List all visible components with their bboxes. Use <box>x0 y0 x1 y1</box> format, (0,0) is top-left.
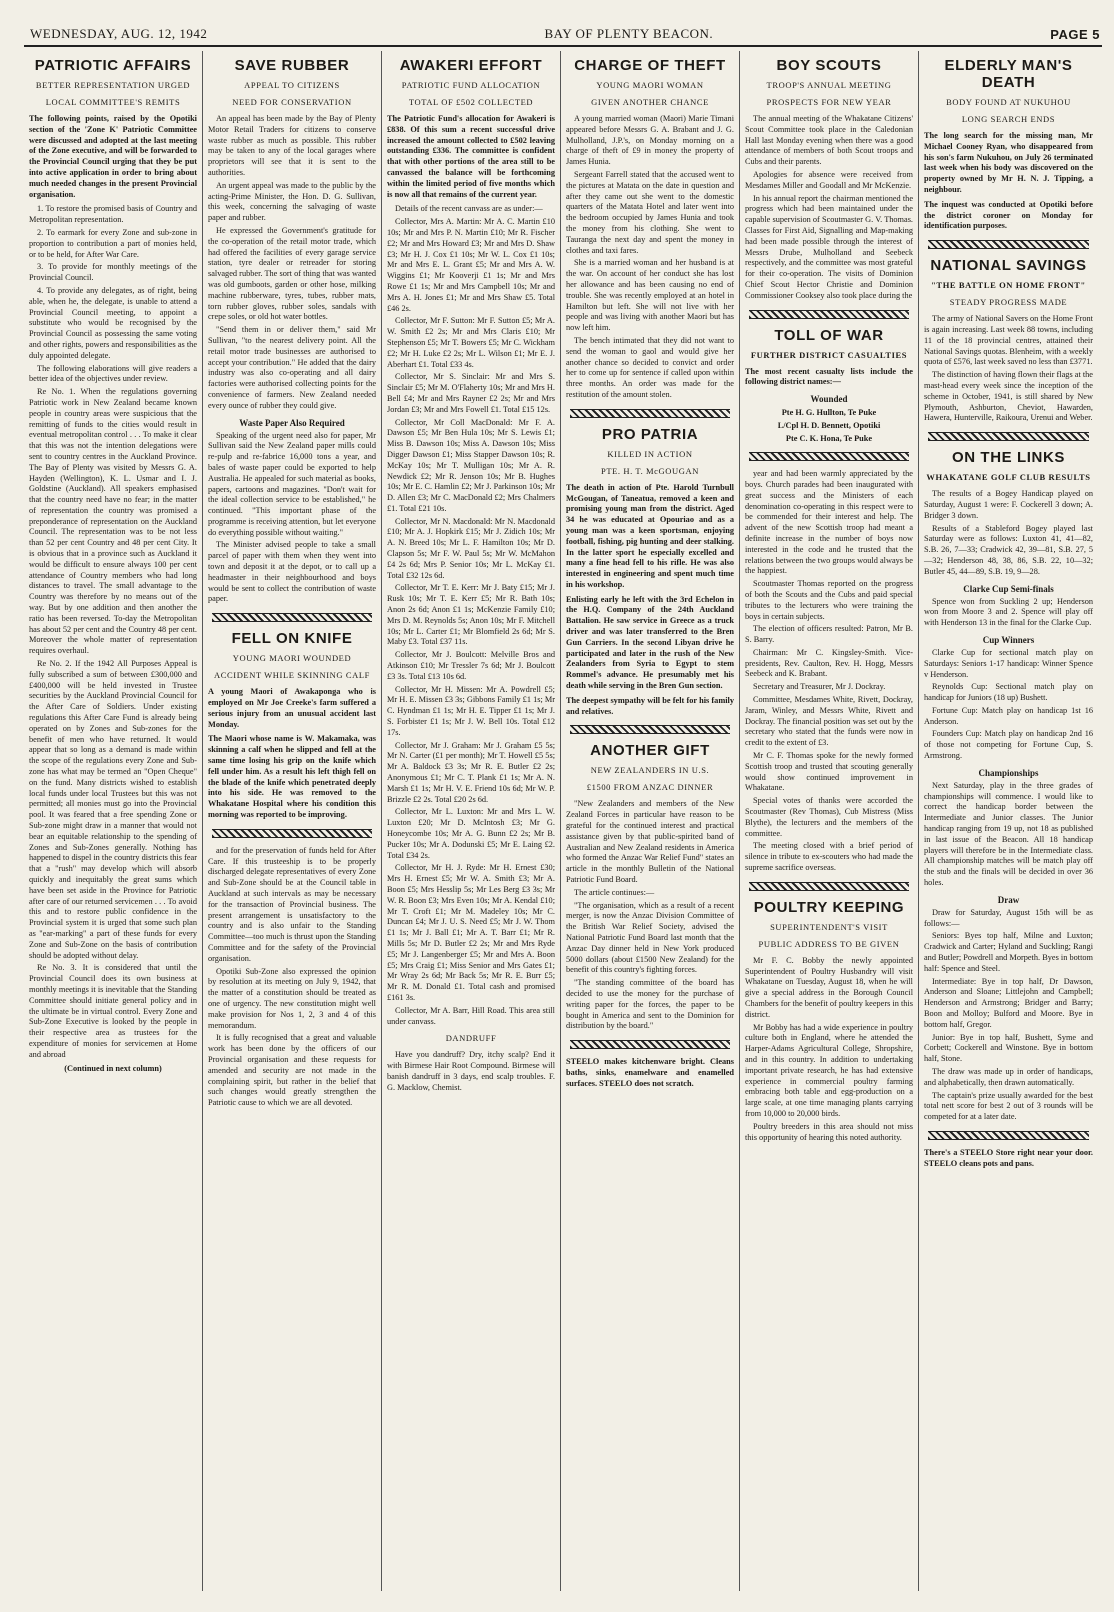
paragraph: Collector, Mr N. Macdonald: Mr N. Macdonald £10; Mr A. J. Hopkirk £15; Mr J. Zidich 10s; Mr A. N. Breed 10s; Mr L. F. Hamilton 10s; Mr D. Clapson 5s; Mr F. W. Paul 5s; Mr W. McMahon £4 2s 6d; Mrs P. Senior 10s; Mr L. McKay £1. Total £32 12s 6d. <box>387 516 555 580</box>
subhead: TOTAL OF £502 COLLECTED <box>408 97 534 107</box>
list-item: Pte C. K. Hona, Te Puke <box>785 434 873 444</box>
subhead: LOCAL COMMITTEE'S REMITS <box>45 97 181 107</box>
paragraph: Collector, Mr T. E. Kerr: Mr J. Baty £15; Mr J. Rusk 10s; Mr T. E. Kerr £5; Mr R. Bath 10s; Anon 2s 6d; Anon £1 1s; McKenzie Family £10; Mrs D. M. Reynolds 5s; Anon 10s; Mr F. Mitchell 10s; Mr L. Carter £1; Mr Blomfield 2s 6d; Mr S. Maby £3. Total £37 11s. <box>387 583 555 647</box>
paragraph: Committee, Mesdames White, Rivett, Dockray, Jaram, Winley, and Messrs White, Rivett and Dockray. The financial position was set out by the secretary who stated that the funds were now in credit to the extent of £3. <box>745 695 913 748</box>
paragraph: Collector, Mr H. Missen: Mr A. Powdrell £5; Mr H. E. Missen £3 3s; Gibbons Family £1 1s; Mr C. Hyndman £1 1s; Mr H. E. Tipper £1 1s; Mr J. S. Forbister £1 1s; Mr J. W. Bell 10s. Total £12 17s. <box>387 684 555 737</box>
paragraph: Special votes of thanks were accorded the Scoutmaster (Rev Thomas), Cub Mistress (Miss Blythe), the lecturers and the members of the committee. <box>745 796 913 838</box>
headline: ON THE LINKS <box>951 449 1066 467</box>
newspaper-page <box>24 22 1102 1600</box>
lead-paragraph: The death in action of Pte. Harold Turnbull McGougan, of Taneatua, removed a keen and promising young man from the district. Aged 34 he was educated at Opouriao and as a young man was a keen sportsman, enjoying football, fishing, pig hunting and deer stalking. In the latter sport he especially excelled and many a fine head fell to his rifle. He was also interested in engineering and spent much time in his workshop. <box>566 482 734 589</box>
subhead: STEADY PROGRESS MADE <box>949 297 1068 308</box>
headline: SAVE RUBBER <box>234 57 350 74</box>
subhead: "THE BATTLE ON HOME FRONT" <box>931 280 1086 291</box>
paragraph: Results of a Stableford Bogey played last Saturday were as follows: Luxton 41, 41—82, S.B. 26, 7—33; Cradwick 42, 39—81, S.B. 27, 5—32; Henderson 48, 38, 86, S.B. 22, 10—32; Butler 45, 44—89, S.B. 19, 9—28. <box>924 523 1093 576</box>
divider <box>749 310 909 319</box>
headline: ELDERLY MAN'S DEATH <box>944 57 1073 91</box>
paragraph: Seniors: Byes top half, Milne and Luxton; Cradwick and Carter; Hyland and Suckling; Rangi and Butler; Powdrell and Morpeth. Byes in bottom half: Spence and Steel. <box>924 931 1093 973</box>
paragraph: Chairman: Mr C. Kingsley-Smith. Vice-presidents, Rev. Caulton, Rev. H. Hogg, Messrs Seebeck and K. Brabant. <box>745 647 913 679</box>
lead-paragraph: The following points, raised by the Opotiki section of the 'Zone K' Patriotic Committee were discussed and adopted at the last meeting of the Zone executive, and will be forwarded to the Provincial Council urging that they be put into active application in order to bring about much needed changes in the present Provincial organisation. <box>29 114 197 199</box>
subhead: TROOP'S ANNUAL MEETING <box>766 80 892 90</box>
divider <box>212 613 372 622</box>
page-number: PAGE 5 <box>1050 27 1100 42</box>
divider <box>212 829 372 838</box>
body <box>208 114 376 412</box>
lead-paragraph: The Maori whose name is W. Makamaka, was skinning a calf when he slipped and fell at the same time losing his grip on the knife which fell under him. As a result his left thigh fell on the blade of the knife which penetrated deeply into his side. He was removed to the Whakatane Hospital where his condition this morning was reported to be improving. <box>208 734 376 820</box>
lead-paragraph: A young Maori of Awakaponga who is employed on Mr Joe Creeke's farm suffered a serious injury from an unusual accident last Monday. <box>208 687 376 729</box>
paragraph: Details of the recent canvass are as under:— <box>395 204 543 214</box>
paragraph: Re No. 2. If the 1942 All Purposes Appeal is fully subscribed a sum of between £300,000 and £400,000 will be held invested in Trustee securities by the Auckland Provincial Council for the After Care of Soldiers. Under existing regulations this After Care Fund is already being operated on by Zones and Sub-zones for the benefit of men who have returned. It would appear that so long as a demand is made within the scope of the regulations every Zone and Sub-zone has what may be termed an "Open Cheque" on the fund. Many districts wished to establish local funds under local Trustees but this was not permitted; all monies must go into the Provincial pool. It was feared that a free spending Zone or Sub-zone might draw in a manner that would not bear an equitable relationship to the spending of Zones and Sub-Zones generally. Nothing has happened to dispel in the country districts this fear that a "rush" may develop which will absorb quickly and inequitably the great sums which have been set aside in the Province for Patriotic after care of our returned servicemen . . . To avoid this and to restore public confidence in the Provincial system it is urged that some such plan as "ear-marking" a part of these funds for every Zone and Sub-Zone on the basis of contribution should be adopted without delay. <box>29 659 197 960</box>
section-heading: Draw <box>997 894 1020 905</box>
paragraph: The distinction of having flown their flags at the mast-head every week since the inception of the scheme in October, 1941, is still shared by New Plymouth, Ashburton, Cheviot, Hawarden, Hawera, Hunterville, Raikoura, Urenui and Weber. <box>924 370 1093 423</box>
headline: AWAKERI EFFORT <box>399 57 543 74</box>
lead-paragraph: The long search for the missing man, Mr Michael Cooney Ryan, who disappeared from his son's farm Nukuhou, on July 26 terminated last week when his body was discovered on the property owned by Mr H. N. J. Tipping, a neighbour. <box>924 131 1093 194</box>
paragraph: It is fully recognised that a great and valuable work has been done by the officers of our Provincial organisation and these requests for amended and security are not made in the complaining spirit, but rather in the belief that such changes would greatly strengthen the Patriotic cause to which we are all devoted. <box>208 1033 376 1108</box>
divider <box>749 882 909 891</box>
paragraph: 3. To provide for monthly meetings of the Provincial Council. <box>29 262 197 283</box>
paper-name: BAY OF PLENTY BEACON. <box>544 26 714 41</box>
subhead: BETTER REPRESENTATION URGED <box>35 80 191 90</box>
paragraph: Intermediate: Bye in top half, Dr Dawson, Anderson and Sloane; Littlejohn and Campbell; Henderson and Armstrong; Bridger and Barry; Boon and Molloy; Bulford and Moore. Bye in bottom half, Gregor. <box>924 976 1093 1029</box>
headline: POULTRY KEEPING <box>753 898 905 916</box>
paragraph: An appeal has been made by the Bay of Plenty Motor Retail Traders for citizens to conserve waste rubber as much as possible. This rubber may be taken to any of the local garages where proprietors will see that it is sent to the authorities. <box>208 114 376 177</box>
paragraph: 1. To restore the promised basis of Country and Metropolitan representation. <box>29 204 197 225</box>
divider <box>928 432 1089 441</box>
divider <box>570 1040 730 1049</box>
lead-paragraph: The deepest sympathy will be felt for his family and relatives. <box>566 695 734 716</box>
columns <box>24 51 1102 1591</box>
headline: FELL ON KNIFE <box>231 630 353 648</box>
column-patriotic-affairs <box>24 51 203 1591</box>
paragraph: and for the preservation of funds held for After Care. If this trusteeship is to be properly discharged delegate representatives of every Zone and Sub-Zone should be at the Council table in Auckland at such intervals as may be necessary for the transaction of Provincial business. The present arrangement is unsatisfactory to the country and is also unfair to the Standing Committee—too much is thrust upon the Standing Committee and for the safety of the Provincial organisation. <box>208 845 376 963</box>
body <box>924 597 1093 629</box>
divider <box>928 240 1089 249</box>
headline: PRO PATRIA <box>601 425 699 443</box>
list-item: L/Cpl H. D. Bennett, Opotiki <box>777 421 881 431</box>
advertisement: There's a STEELO Store right near your door. STEELO cleans pots and pans. <box>924 1147 1093 1168</box>
headline: ANOTHER GIFT <box>590 742 710 760</box>
paragraph: The annual meeting of the Whakatane Citizens' Scout Committee took place in the Caledonian Hall last Monday evening when there was a good attendance of members of both Scout troops and Cubs and their parents. <box>745 114 913 167</box>
paragraph: A young married woman (Maori) Marie Timani appeared before Messrs G. A. Brabant and J. G. Mulholland, J.P.'s, on Monday morning on a charge of theft of £9 in money the property of James Hunia. <box>566 114 734 167</box>
lead-paragraph: The Patriotic Fund's allocation for Awakeri is £838. Of this sum a recent successful drive increased the amount collected to £502 leaving outstanding £336. The committee is confident that with other portions of the area still to be canvassed the balance will be forthcoming within the limited period of five months which is now all that remains of the current year. <box>387 114 555 199</box>
body <box>387 204 555 1027</box>
body <box>745 469 913 874</box>
paragraph: Secretary and Treasurer, Mr J. Dockray. <box>753 682 886 692</box>
paragraph: An urgent appeal was made to the public by the acting-Prime Minister, the Hon. D. G. Sullivan, this week, concerning the salvaging of waste paper and rubber. <box>208 180 376 223</box>
masthead <box>24 22 1102 47</box>
subhead: KILLED IN ACTION <box>607 448 693 459</box>
paragraph: Scoutmaster Thomas reported on the progress of both the Scouts and the Cubs and paid special tributes to the lecturers who were training the boys in certain subjects. <box>745 579 913 621</box>
paragraph: "The standing committee of the board has decided to use the money for the purchase of writing paper for the forces, the paper to be bought in America and sent to the Dominion for distribution by the board." <box>566 978 734 1031</box>
divider <box>928 1131 1089 1140</box>
paragraph: The draw was made up in order of handicaps, and alphabetically, then drawn automatically. <box>924 1067 1093 1087</box>
paragraph: Speaking of the urgent need also for paper, Mr Sullivan said the New Zealand paper mills could re-pulp and re-fabrice 16,000 tons a year, and bales of waste paper could be exported to help Australia. He appealed for such material as books, papers, cartoons and magazines. "Don't wait for the ideal collection service to be established," he continued. "This important phase of the programme is receiving attention, but let everyone do everything possible without waiting." <box>208 430 376 537</box>
body <box>924 648 1093 762</box>
ad-heading: DANDRUFF <box>445 1033 497 1044</box>
subhead: BODY FOUND AT NUKUHOU <box>946 97 1071 107</box>
subhead: NEED FOR CONSERVATION <box>232 97 352 107</box>
paragraph: The bench intimated that they did not want to send the woman to gaol and would give her another chance so decided to convict and order her to come up for sentence if called upon within three months. An order was made for the restitution of the amount stolen. <box>566 335 734 399</box>
divider <box>570 725 730 734</box>
paragraph: Reynolds Cup: Sectional match play on handicap for Juniors (18 up) Bushett. <box>924 682 1093 703</box>
paragraph: Re No. 1. When the regulations governing Patriotic work in New Zealand became known people in country areas were suspicious that the remitting of funds to the cities would result in eventual metropolitan control . . . To make it clear that this was not the intention delegations were sent to country centres in the Auckland Province. The Bay of Plenty was visited by Messrs G. A. Hayden (Wellington), K. L. Usmar and I. J. Goldstine (Auckland). All speakers emphasised that the country need have no fear; in the matter of representation the country was promised a preponderance of representation on the Auckland Council. The representation was to be not less than 52 per cent Country and 48 per cent City. It is obvious that in a province such as Auckland it would be difficult to ensure always 100 per cent attendance of Country members who had long distances to travel. The small advantage to the Country was therefore by no means out of the way. But by one addition and then another the ratio has been reversed. To-day the Metropolitan has about 52 per cent and the Country 48 per cent. Moreover the whole matter of representation requires overhaul. <box>29 387 197 656</box>
paragraph: year and had been warmly appreciated by the boys. Church parades had been inaugurated with great success and the Ministers of each denomination co-operating in this respect were to be commended for their interest and help. The advent of the new Scottish troop had meant a definite increase in the number of boys now interested in the code and he trusted that the relations between the two groups would always be the happiest. <box>745 469 913 576</box>
paragraph: Mr F. C. Bobby the newly appointed Superintendent of Poultry Husbandry will visit Whakatane on Tuesday, August 18, when he will give a special address in the Borough Council Chambers for the benefit of poultry keepers in this district. <box>745 955 913 1019</box>
body <box>745 956 913 1144</box>
paragraph: Collector, Mr Coll MacDonald: Mr F. A. Dawson £5; Mr Ben Hula 10s; Mr S. Lewis £1; Miss B. Dawson 10s; Miss A. Dawson 10s; Miss Digger Dawson £1; Miss Stapper Dawson 10s; R. McKay 10s; Mr T. Mulligan 10s; Mr A. R. Newdick £2; Mr R. Jenson 10s; Mr B. Hughes 10s; Mr E. C. Hamlin £2; Mr J. Parkinson 10s; Mr D. Allen £3; Mr C. MacDonald £2; Mrs Chalmers £1. Total £21 10s. <box>387 417 555 513</box>
body <box>208 846 376 1109</box>
advertisement: Have you dandruff? Dry, itchy scalp? End it with Birmese Hair Root Compound. Birmese will banish dandruff in 3 days, end scalp troubles. F. G. Macklow, Chemist. <box>387 1050 555 1092</box>
paragraph: The Minister advised people to take a small parcel of paper with them when they went into town and deposit it at the depot, or to call up a headmaster in their neighbourhood and boys would be sent to collect the contribution of waste paper. <box>208 540 376 604</box>
paragraph: Draw for Saturday, August 15th will be as follows:— <box>924 907 1093 928</box>
issue-date: WEDNESDAY, AUG. 12, 1942 <box>30 26 208 41</box>
subhead: PROSPECTS FOR NEW YEAR <box>766 97 892 107</box>
paragraph: Junior: Bye in top half, Bushett, Syme and Corbett; Cockerell and Winstone. Bye in bottom half, Stone. <box>924 1032 1093 1064</box>
paragraph: Spence won from Suckling 2 up; Henderson won from Moore 3 and 2. Spence will play off with Henderson 13 in the final for the Clarke Cup. <box>924 596 1093 628</box>
paragraph: 4. To provide any delegates, as of right, being able, when he, the delegate, is unable to attend a Provincial Council meeting, to appoint a substitute who would be recognised by the Provincial Council as possessing the same voting and other rights, powers and responsibilities as the duly appointed delegate. <box>29 285 197 360</box>
paragraph: In his annual report the chairman mentioned the progress which had been maintained under the capable supervision of Scoutmaster G. V. Thomas. Classes for First Aid, Signalling and Map-making had been made possible through the interest of Messrs Drube, Mulholland and Seebeck respectively, and the committee was most grateful for their co-operation. The visits of Dominion Chief Scout Hector Christie and Dominion Commissioner Cooksey also took place during the <box>745 193 913 300</box>
body <box>29 204 197 1060</box>
body <box>566 799 734 1032</box>
list-item: Pte H. G. Hullton, Te Puke <box>781 408 877 418</box>
paragraph: Clarke Cup for sectional match play on Saturdays: Seniors 1-17 handicap: Winner Spence v Henderson. <box>924 647 1093 679</box>
paragraph: Mr C. F. Thomas spoke for the newly formed Scottish troop and trusted that scouting generally would show continued improvement in Whakatane. <box>745 751 913 793</box>
paragraph: The election of officers resulted: Patron, Mr B. S. Barry. <box>745 624 913 645</box>
column-boy-scouts <box>740 51 919 1591</box>
paragraph: Opotiki Sub-Zone also expressed the opinion by resolution at its meeting on July 9, 1942, that the matter of a constitution should be treated as one of urgency. The new constitution might well make provision for Nos 1, 2, 3 and 4 of this memorandum. <box>208 966 376 1030</box>
paragraph: Founders Cup: Match play on handicap 2nd 16 of those not competing for Fortune Cup, S. Armstrong. <box>924 729 1093 761</box>
section-heading: Waste Paper Also Required <box>239 417 345 428</box>
body <box>924 781 1093 889</box>
paragraph: The article continues:— <box>574 887 655 897</box>
paragraph: The army of National Savers on the Home Front is again increasing. Last week 88 towns, including 11 of the 18 provincial centres, attained their National Savings quotas. Blenheim, with a weekly quota of £576, last week saved no less than £3771. <box>924 314 1093 367</box>
paragraph: The meeting closed with a brief period of silence in tribute to ex-scouters who had made the supreme sacrifice overseas. <box>745 841 913 873</box>
headline: TOLL OF WAR <box>774 326 884 344</box>
paragraph: The following elaborations will give readers a better idea of the objectives under review. <box>29 363 197 384</box>
paragraph: "The organisation, which as a result of a recent merger, is now the Anzac Division Committee of the British War Relief Society, advised the National Patriotic Fund Board last month that the Anzac Day dinner held in New York produced 5000 dollars (about £1500 New Zealand) for the benefit of this country's fighting forces. <box>566 900 734 975</box>
body <box>924 908 1093 1123</box>
body <box>745 114 913 302</box>
casualty-list <box>745 407 913 444</box>
section-heading: Cup Winners <box>982 634 1035 645</box>
column-charge-of-theft <box>561 51 740 1591</box>
paragraph: Collector, Mr S. Sinclair: Mr and Mrs S. Sinclair £5; Mr M. O'Flaherty 10s; Mr and Mrs H. Bell £4; Mr and Mrs Rayner £2 2s; Mr and Mrs Jordan £3; Mr and Mrs Fowell £1. Total £15 12s. <box>387 372 555 414</box>
advertisement: STEELO makes kitchenware bright. Cleans baths, sinks, enamelware and enamelled surfaces. STEELO does not scratch. <box>566 1057 734 1088</box>
paragraph: 2. To earmark for every Zone and sub-zone in proportion to contribution a part of monies held, or to be held, for After War Care. <box>29 227 197 259</box>
divider <box>570 409 730 418</box>
body <box>924 489 1093 577</box>
paragraph: "Send them in or deliver them," said Mr Sullivan, "to the nearest delivery point. All the retail motor trade businesses are authorised to accept your contribution." He added that the dairy industry was also co-operating and all dairy factories were authorised collecting points for the convenience of farmers. New Zealand needed every ounce of rubber they could give. <box>208 325 376 410</box>
paragraph: Sergeant Farrell stated that the accused went to the pictures at Matata on the date in question and after they came out she went to the domestic quarters of the Matata Hotel and later went into the bedroom occupied by James Hunia and took the money from his clothing. She went to Tauranga the next day and spent the money in clothes and taxi fares. <box>566 169 734 255</box>
lead-paragraph: The most recent casualty lists include the following district names:— <box>745 366 913 387</box>
lead-paragraph: The inquest was conducted at Opotiki before the district coroner on Monday for identification purposes. <box>924 199 1093 231</box>
subhead: LONG SEARCH ENDS <box>961 114 1056 124</box>
paragraph: Collector, Mr A. Barr, Hill Road. This area still under canvass. <box>387 1005 555 1026</box>
headline: NATIONAL SAVINGS <box>930 257 1087 275</box>
subhead: PUBLIC ADDRESS TO BE GIVEN <box>758 938 900 949</box>
paragraph: Collector, Mr H. J. Ryde: Mr H. Ernest £30; Mrs H. Ernest £5; Mr W. A. Smith £3; Mr A. Boon £5; Mrs Hesslip 5s; Mr Les Berg £3 3s; Mr W. R. Boon £3; Mrs Even 10s; Mr A. Kendal £10; Mr T. Croft £1; Mr M. Madeley 10s; Mr C. Duncan £4; Mr J. U. S. Need £5; Mr J. W. Thom £1 1s; Mr J. Ball £1; Mr A. T. Barr £1; Mr R. Mills 5s; Mr D. Butler £2 2s; Mr and Mrs Ryde £5; Mr J. Langenberger £5; Mr and Mrs A. Boon £5; Mrs Craig £1; Miss Senior and Mrs Gates £1; Mr Wray 2s 6d; Mr Back 5s; Mr R. E. Burr £5; Mr R. M. Donald £1. Total cash and promised £161 3s. <box>387 863 555 1002</box>
section-heading: Championships <box>978 767 1039 778</box>
paragraph: Next Saturday, play in the three grades of championships will commence. I would like to correct the handicap border between the Intermediate and Junior classes. The Junior handicap ranging from 19 up, not 18 as published in last issue of the Beacon. All 18 handicap players will therefore be in the Intermediate class. All championship matches will be match play off the stub and the finals will be decided in over 36 holes. <box>924 780 1093 888</box>
paragraph: He expressed the Government's gratitude for the co-operation of the retail motor trade, which had offered the facilities of every garage service station, tyre dealer or retreader for storing salvaged rubber. The sort of thing that was wanted was old gumboots, garden or other hose, milking machine rubberware, tyres, tubes, rubber mats, torn rubber gloves, rubber soles, sandals with crepe soles, or old hot water bottles. <box>208 225 376 322</box>
paragraph: Collector, Mr J. Graham: Mr J. Graham £5 5s; Mr N. Carter (£1 per month); Mr T. Howell £5 5s; Mr A. Baldock £3 3s; Mr R. E. Butler £2 2s; Anonymous £1; Mr C. T. Plank £1 1s; Mr A. N. Marsh £1 1s; Mr H. V. E. Friend 10s 6d; Mr W. P. Brizzle £2 2s. Total £20 2s 6d. <box>387 740 555 804</box>
subhead: PATRIOTIC FUND ALLOCATION <box>401 80 541 90</box>
divider <box>749 452 909 461</box>
subhead: FURTHER DISTRICT CASUALTIES <box>750 349 908 360</box>
paragraph: Apologies for absence were received from Mesdames Miller and Goodall and Mr McKenzie. <box>745 169 913 190</box>
body <box>924 314 1093 424</box>
paragraph: The captain's prize usually awarded for the best total nett score for best 2 out of 3 rounds will be competed for at a later date. <box>924 1090 1093 1122</box>
subhead: YOUNG MAORI WOMAN <box>596 80 704 90</box>
subhead: SUPERINTENDENT'S VISIT <box>770 921 888 932</box>
paragraph: Poultry breeders in this area should not miss this opportunity of hearing this noted authority. <box>745 1121 913 1142</box>
subhead: £1500 FROM ANZAC DINNER <box>586 782 714 793</box>
subhead: WHAKATANE GOLF CLUB RESULTS <box>926 472 1091 483</box>
subhead: GIVEN ANOTHER CHANCE <box>591 97 709 107</box>
headline: PATRIOTIC AFFAIRS <box>34 57 192 74</box>
body <box>208 431 376 606</box>
paragraph: "New Zealanders and members of the New Zealand Forces in particular have reason to be grateful for the continued interest and practical assistance given by that public-spirited band of Australian and New Zealand residents in America who formed the Anzac War Relief Fund" states an article in the monthly Bulletin of the National Patriotic Fund Board. <box>566 799 734 885</box>
section-heading: Wounded <box>810 394 848 405</box>
column-awakeri-effort <box>382 51 561 1591</box>
paragraph: Collector, Mrs A. Martin: Mr A. C. Martin £10 10s; Mr and Mrs P. N. Martin £10; Mr R. Fischer £2; Mr and Mrs Howard £3; Mr and Mrs D. Shaw £3; Mr H. J. Cox £1 10s; Mr W. L. Cox £1 10s; Mr and Mrs E. L. Grant £5; Mr and Mrs A. W. Wiggins £1; Mr Kooverji £1 1s; Mr and Mrs Rowe £1 1s; Mr and Mrs Campbell 10s; Mr and Mrs A. H. Jones £1; Mr and Mrs Shaw £5. Total £46 2s. <box>387 217 555 313</box>
paragraph: The results of a Bogey Handicap played on Saturday, August 1 were: F. Cockerell 3 down; A. Bridger 3 down. <box>924 489 1093 520</box>
section-heading: Clarke Cup Semi-finals <box>963 583 1054 594</box>
headline: CHARGE OF THEFT <box>574 57 726 74</box>
column-save-rubber <box>203 51 382 1591</box>
body <box>566 114 734 401</box>
paragraph: Fortune Cup: Match play on handicap 1st 16 Anderson. <box>924 705 1093 726</box>
paragraph: She is a married woman and her husband is at the war. On account of her conduct she has lost her allowance and has been causing no end of trouble. She was recently employed at an hotel in Hamilton but left. She will not live with her people and was living with another Maori but has now left him. <box>566 258 734 333</box>
paragraph: Collector, Mr J. Boulcott: Melville Bros and Atkinson £10; Mr Tressler 7s 6d; Mr J. Boulcott £3 3s. Total £13 10s 6d. <box>387 650 555 681</box>
paragraph: Collector, Mr L. Luxton: Mr and Mrs L. W. Luxton £20; Mr D. McIntosh £3; Mr G. Honeycombe 10s; Mr A. G. Bunn £2 2s; Mr B. Pucker 10s; Mr A. Dodunski £5; Mr E. Laing £2. Total £34 2s. <box>387 807 555 860</box>
paragraph: Collector, Mr F. Sutton: Mr F. Sutton £5; Mr A. W. Smith £2 2s; Mr and Mrs Claris £10; Mr Stephenson £5; Mr T. Bowers £5; Mr C. Wickham £2; Mr H. Luke £2 2s; Mr L. Wilson £1; Mr E. J. Aberhart £1. Total £33 4s. <box>387 316 555 369</box>
subhead: ACCIDENT WHILE SKINNING CALF <box>213 670 371 681</box>
paragraph: Mr Bobby has had a wide experience in poultry culture both in England, where he attended the Harper-Adams Agricultural College, Shropshire, and in this country. In addition to undertaking important private research, he has had extensive experience in commercial poultry farming embracing both table and egg-production on a large scale, at one time managing plants carrying from 10,000 to 20,000 birds. <box>745 1022 913 1118</box>
subhead: PTE. H. T. McGOUGAN <box>601 465 699 476</box>
headline: BOY SCOUTS <box>776 57 882 74</box>
column-elderly-mans-death <box>919 51 1098 1591</box>
subhead: YOUNG MAORI WOUNDED <box>232 653 352 664</box>
lead-paragraph: Enlisting early he left with the 3rd Echelon in the H.Q. Company of the 24th Auckland Battalion. He saw service in Greece as a truck driver and was later transferred to the Bren Gun Carriers. In the second Libyan drive he participated and later in the rush of the New Zealanders from Syria to Egypt to stem Rommel's advance. He presumably met his death while serving in the Bren Gun section. <box>566 594 734 691</box>
subhead: APPEAL TO CITIZENS <box>244 80 340 90</box>
paragraph: Re No. 3. It is considered that until the Provincial Council does its own business at monthly meetings it is inevitable that the Standing Committee should initiate general policy and in the ultimate be in virtual control. Every Zone and Sub-Zone Executive is looked by the people in their respective area as trustees for the expenditure of monies for servicemen at Home and abroad <box>29 963 197 1059</box>
continued-note: (Continued in next column) <box>64 1063 162 1073</box>
subhead: NEW ZEALANDERS IN U.S. <box>590 765 710 776</box>
